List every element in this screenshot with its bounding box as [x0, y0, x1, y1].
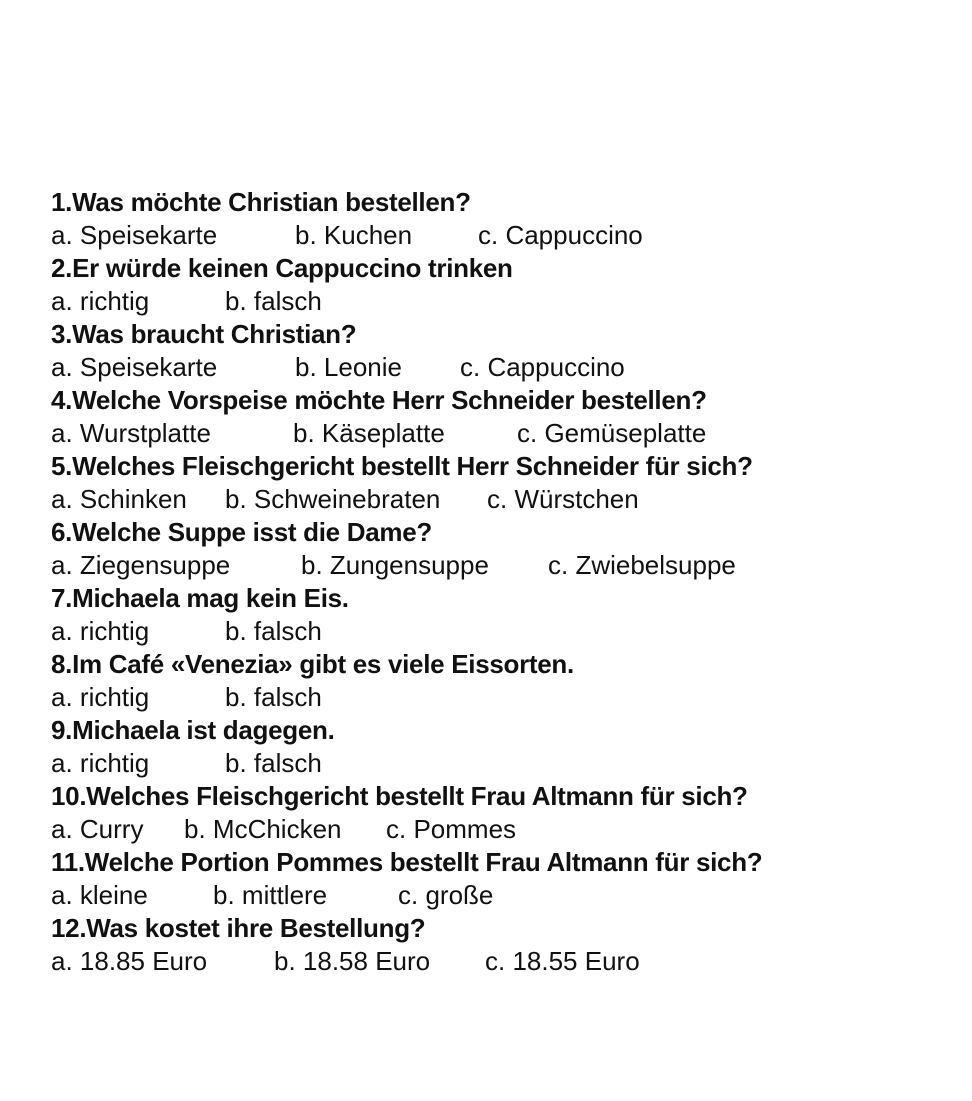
option-10a: a. Curry — [51, 814, 144, 844]
option-10c: c. Pommes — [386, 814, 517, 844]
option-4b: b. Käseplatte — [293, 418, 445, 448]
option-8a: a. richtig — [51, 682, 150, 712]
option-10b: b. McChicken — [184, 814, 342, 844]
question-12: 12.Was kostet ihre Bestellung? — [51, 913, 426, 943]
question-9: 9.Michaela ist dagegen. — [51, 715, 335, 745]
question-8: 8.Im Café «Venezia» gibt es viele Eissorten. — [51, 649, 574, 679]
options-12 — [51, 945, 951, 978]
option-1b: b. Kuchen — [295, 220, 413, 250]
option-7b: b. falsch — [225, 616, 322, 646]
option-5c: c. Würstchen — [487, 484, 639, 514]
options-1 — [51, 219, 951, 252]
options-2 — [51, 285, 951, 318]
option-12c: c. 18.55 Euro — [485, 946, 640, 976]
question-1: 1.Was möchte Christian bestellen? — [51, 187, 471, 217]
option-6c: c. Zwiebelsuppe — [548, 550, 736, 580]
option-3a: a. Speisekarte — [51, 352, 218, 382]
option-3b: b. Leonie — [295, 352, 402, 382]
options-11 — [51, 879, 951, 912]
question-6: 6.Welche Suppe isst die Dame? — [51, 517, 432, 547]
option-8b: b. falsch — [225, 682, 322, 712]
question-5: 5.Welches Fleischgericht bestellt Herr Schneider für sich? — [51, 451, 753, 481]
option-6a: a. Ziegensuppe — [51, 550, 231, 580]
option-5b: b. Schweinebraten — [225, 484, 441, 514]
options-10 — [51, 813, 951, 846]
option-1c: c. Cappuccino — [478, 220, 643, 250]
option-3c: c. Cappuccino — [460, 352, 625, 382]
option-9b: b. falsch — [225, 748, 322, 778]
options-5 — [51, 483, 951, 516]
option-1a: a. Speisekarte — [51, 220, 218, 250]
option-5a: a. Schinken — [51, 484, 187, 514]
option-4c: c. Gemüseplatte — [517, 418, 707, 448]
option-12b: b. 18.58 Euro — [274, 946, 431, 976]
option-6b: b. Zungensuppe — [301, 550, 489, 580]
question-7: 7.Michaela mag kein Eis. — [51, 583, 349, 613]
option-12a: a. 18.85 Euro — [51, 946, 208, 976]
quiz-list — [51, 186, 951, 978]
question-11: 11.Welche Portion Pommes bestellt Frau Altmann für sich? — [51, 847, 763, 877]
option-9a: a. richtig — [51, 748, 150, 778]
option-11a: a. kleine — [51, 880, 148, 910]
options-4 — [51, 417, 951, 450]
option-4a: a. Wurstplatte — [51, 418, 211, 448]
question-2: 2.Er würde keinen Cappuccino trinken — [51, 253, 513, 283]
options-8 — [51, 681, 951, 714]
question-10: 10.Welches Fleischgericht bestellt Frau Altmann für sich? — [51, 781, 748, 811]
option-7a: a. richtig — [51, 616, 150, 646]
options-3 — [51, 351, 951, 384]
option-2b: b. falsch — [225, 286, 322, 316]
options-7 — [51, 615, 951, 648]
options-6 — [51, 549, 951, 582]
question-3: 3.Was braucht Christian? — [51, 319, 357, 349]
option-11c: c. große — [398, 880, 494, 910]
options-9 — [51, 747, 951, 780]
option-11b: b. mittlere — [213, 880, 328, 910]
option-2a: a. richtig — [51, 286, 150, 316]
question-4: 4.Welche Vorspeise möchte Herr Schneider bestellen? — [51, 385, 707, 415]
